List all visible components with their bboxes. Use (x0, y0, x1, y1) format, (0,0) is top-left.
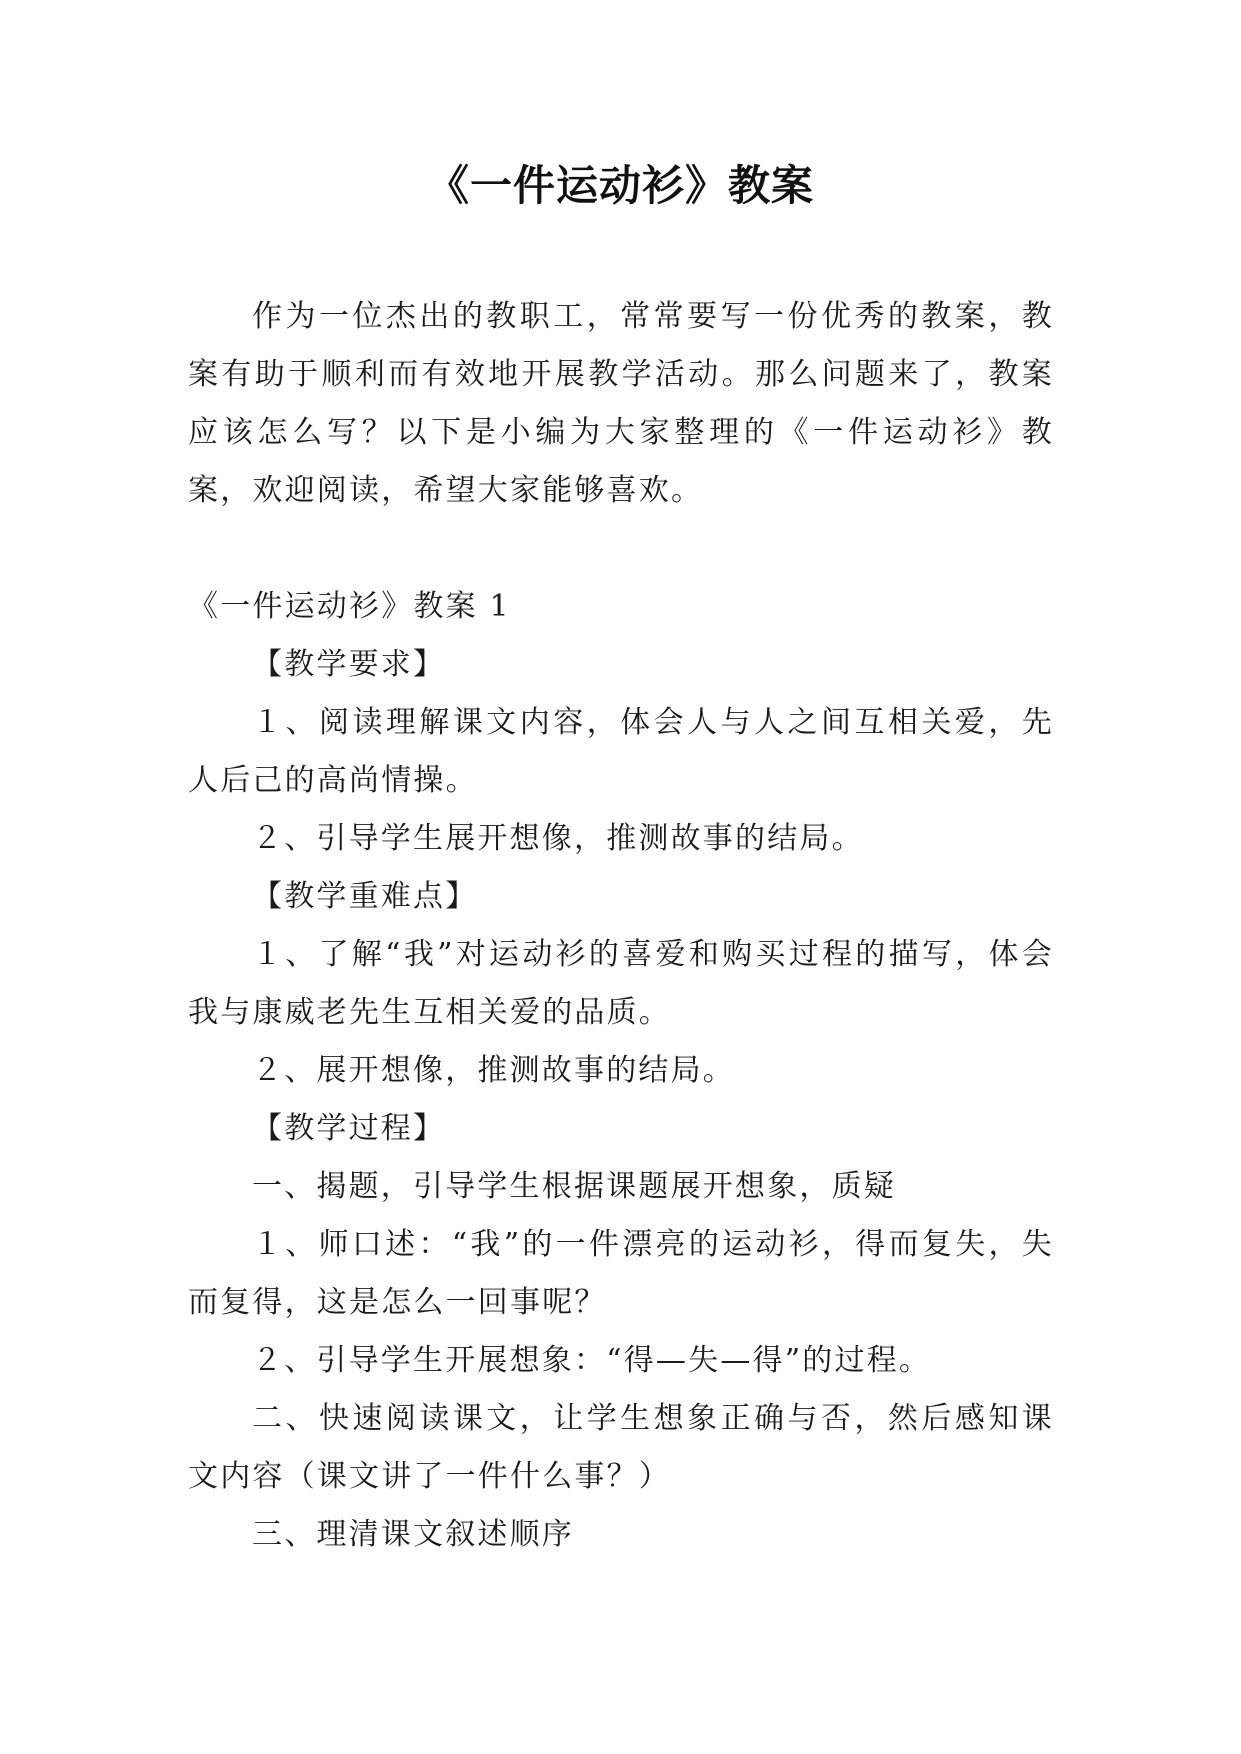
section-title: 《一件运动衫》教案 1 (188, 589, 511, 624)
intro-block (188, 288, 1054, 520)
process-step-1-item-2: ２、引导学生开展想象：“得—失—得”的过程。 (252, 1343, 932, 1378)
heading-teaching-requirements: 【教学要求】 (252, 647, 446, 682)
requirement-item-1: １、阅读理解课文内容，体会人与人之间互相关爱，先人后己的高尚情操。 (188, 705, 1054, 798)
process-step-1: 一、揭题，引导学生根据课题展开想象，质疑 (252, 1169, 896, 1204)
process-step-1-item-1: １、师口述：“我”的一件漂亮的运动衫，得而复失，失而复得，这是怎么一回事呢？ (188, 1227, 1054, 1320)
difficulty-item-1: １、了解“我”对运动衫的喜爱和购买过程的描写，体会我与康威老先生互相关爱的品质。 (188, 937, 1054, 1030)
intro-paragraph: 作为一位杰出的教职工，常常要写一份优秀的教案，教案有助于顺利而有效地开展教学活动。那么问题来了，教案应该怎么写？以下是小编为大家整理的《一件运动衫》教案，欢迎阅读，希望大家能够喜欢。 (188, 299, 1054, 508)
process-step-2: 二、快速阅读课文，让学生想象正确与否，然后感知课文内容（课文讲了一件什么事？） (188, 1401, 1054, 1494)
process-step-3: 三、理清课文叙述顺序 (252, 1517, 574, 1552)
heading-teaching-process: 【教学过程】 (252, 1111, 446, 1146)
content-block (188, 578, 1054, 1564)
heading-key-difficulties: 【教学重难点】 (252, 879, 478, 914)
requirement-item-2: ２、引导学生展开想像，推测故事的结局。 (252, 821, 864, 856)
document-title: 《一件运动衫》教案 (426, 161, 814, 210)
difficulty-item-2: ２、展开想像，推测故事的结局。 (252, 1053, 735, 1088)
